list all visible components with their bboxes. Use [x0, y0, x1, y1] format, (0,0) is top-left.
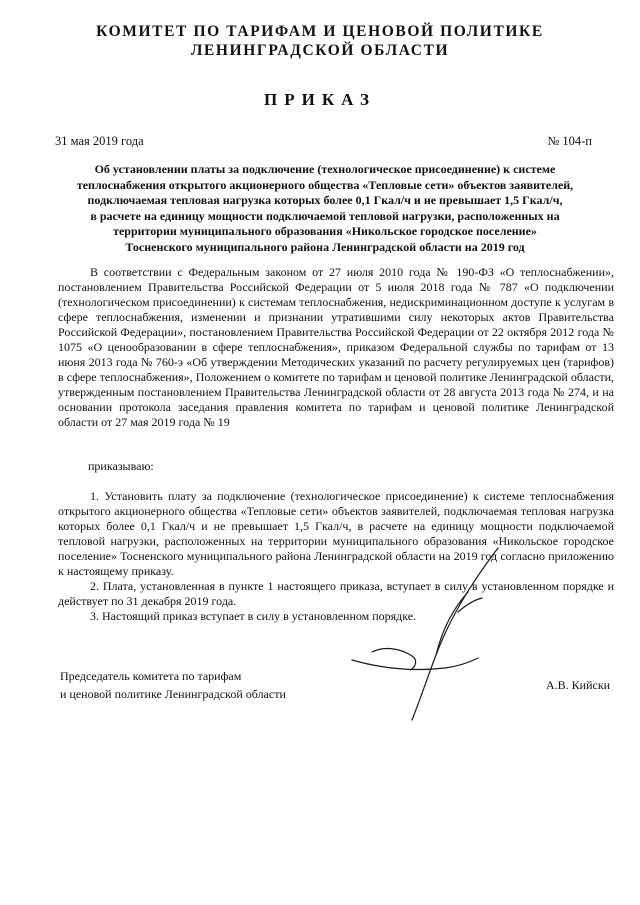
subject-line: в расчете на единицу мощности подключаемой тепловой нагрузки, расположенных на	[90, 208, 560, 223]
subject-line: подключаемая тепловая нагрузка которых более 0,1 Гкал/ч и не превышает 1,5 Гкал/ч,	[87, 193, 563, 207]
organization-header	[0, 22, 640, 60]
subject-line: территории муниципального образования «Никольское городское поселение»	[113, 224, 537, 238]
order-word: приказываю:	[88, 459, 154, 473]
document-type-title: ПРИКАЗ	[264, 90, 376, 109]
order-item: 2. Плата, установленная в пункте 1 настоящего приказа, вступает в силу в установленном порядке и действует по 31 декабря 2019 года.	[58, 579, 614, 608]
document-date: 31 мая 2019 года	[55, 134, 144, 148]
order-item: 1. Установить плату за подключение (технологическое присоединение) к системе теплоснабжения открытого акционерного общества «Тепловые сети» объектов заявителей, подключаемая тепловая нагрузка которых более 0,1 Гкал/ч и не превышает 1,5 Гкал/ч, в расчете на единицу мощности подключаемой тепловой нагрузки, расположенных на территории муниципального образования «Никольское городское поселение» Тосненского муниципального района Ленинградской области на 2019 год согласно приложению к настоящему приказу.	[58, 489, 614, 578]
preamble-text	[58, 265, 614, 430]
preamble-paragraph: В соответствии с Федеральным законом от 27 июля 2010 года № 190-ФЗ «О теплоснабжении», постановлением Правительства Российской Федерации от 5 июля 2018 года № 787 «О подключении (технологическом присоединении) к системам теплоснабжения, недискриминационном доступе к услугам в сфере теплоснабжения, изменении и признании утратившими силу некоторых актов Правительства Российской Федерации», постановлением Правительства Российской Федерации от 22 октября 2012 года № 1075 «О ценообразовании в сфере теплоснабжения», приказом Федеральной службы по тарифам от 13 июня 2013 года № 760-э «Об утверждении Методических указаний по расчету регулируемых цен (тарифов) в сфере теплоснабжения», Положением о комитете по тарифам и ценовой политике Ленинградской области, утвержденным постановлением Правительства Ленинградской области от 28 августа 2013 года № 274, и на основании протокола заседания правления комитета по тарифам и ценовой политике Ленинградской области от 27 мая 2019 года № 19	[58, 265, 614, 429]
signer-name: А.В. Кийски	[546, 678, 611, 692]
order-item: 3. Настоящий приказ вступает в силу в установленном порядке.	[90, 609, 417, 623]
signer-position	[60, 667, 286, 703]
subject-line: теплоснабжения открытого акционерного общества «Тепловые сети» объектов заявителей,	[76, 177, 574, 192]
signer-position-line1: Председатель комитета по тарифам	[60, 669, 242, 683]
subject-line: Об установлении платы за подключение (технологическое присоединение) к системе	[94, 162, 556, 176]
subject-line: Тосненского муниципального района Ленинградской области на 2019 год	[125, 239, 525, 254]
signer-position-line2: и ценовой политике Ленинградской области	[60, 687, 286, 701]
document-subject	[40, 162, 610, 255]
org-name-line1: КОМИТЕТ ПО ТАРИФАМ И ЦЕНОВОЙ ПОЛИТИКЕ	[96, 23, 544, 40]
org-name-line2: ЛЕНИНГРАДСКОЙ ОБЛАСТИ	[190, 42, 450, 59]
document-number: № 104-п	[547, 134, 592, 148]
order-items	[58, 489, 614, 624]
